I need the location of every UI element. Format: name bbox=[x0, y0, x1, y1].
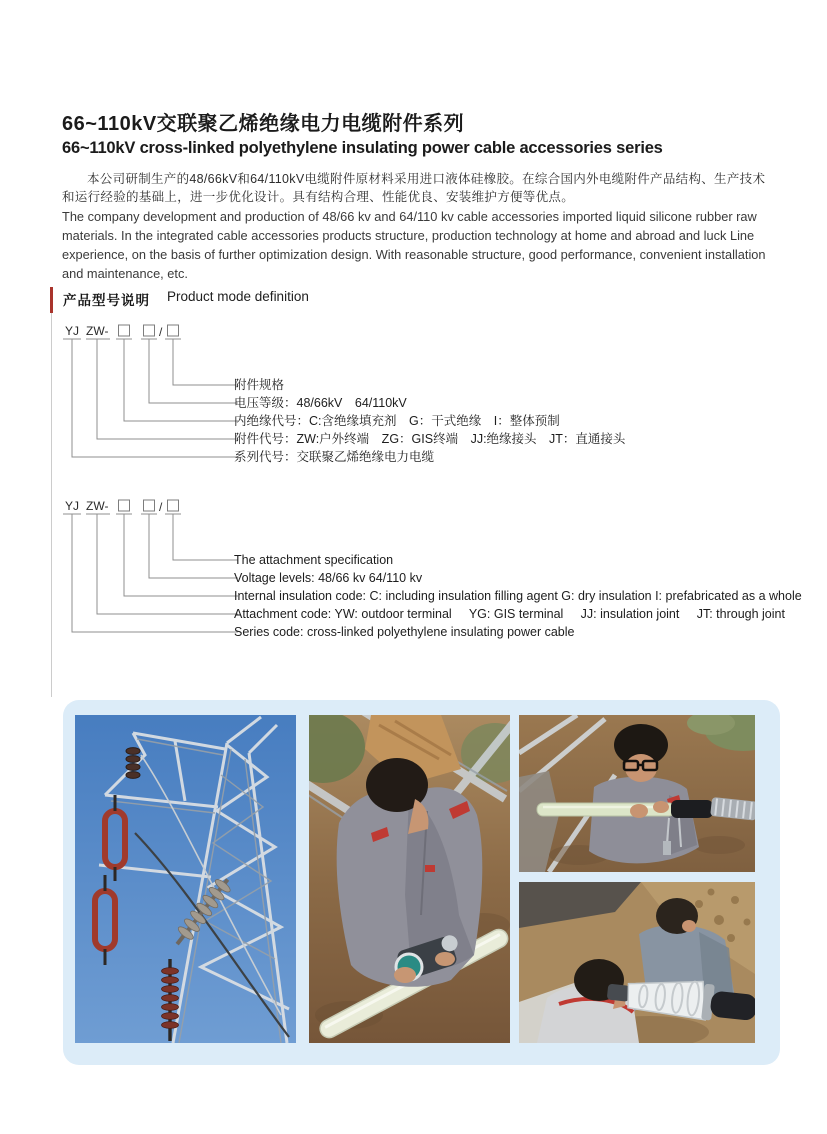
diagram-label-insulation: Internal insulation code: C: including insulation filling agent G: dry insulation I: prefabricated as a whole bbox=[234, 589, 802, 603]
diagram-label-series: Series code: cross-linked polyethylene insulating power cable bbox=[234, 625, 575, 639]
page-title-zh: 66~110kV交联聚乙烯绝缘电力电缆附件系列 bbox=[62, 113, 465, 135]
section-heading-en: Product mode definition bbox=[167, 289, 309, 304]
section-heading-zh: 产品型号说明 bbox=[63, 293, 150, 308]
intro-paragraph-en: The company development and production of 48/66 kv and 64/110 kv cable accessories imported liquid silicone rubber raw materials. In the integrated cable accessories products structure, production technology at home and abroad and luck Line experience, on the basis of further optimization design. With reasonable structure, good performance, convenient installation and maintenance, etc. bbox=[62, 209, 766, 281]
code-box-insulation bbox=[119, 500, 130, 511]
photo-cable-surface-grinding bbox=[309, 715, 510, 1043]
cable-assembly-illustration bbox=[519, 715, 755, 872]
formula-series-code: YJ bbox=[65, 324, 80, 338]
diagram-label-attachment: 附件代号：ZW:户外终端 ZG：GIS终端 JJ:绝缘接头 JT：直通接头 bbox=[234, 432, 626, 446]
model-definition-diagram-zh bbox=[62, 321, 807, 471]
photo-termination-installation bbox=[519, 882, 755, 1043]
code-box-insulation bbox=[119, 325, 130, 336]
code-box-spec bbox=[168, 500, 179, 511]
termination-install-illustration bbox=[519, 882, 755, 1043]
diagram-label-spec: The attachment specification bbox=[234, 553, 394, 567]
code-box-voltage bbox=[144, 325, 155, 336]
model-code-tree bbox=[62, 321, 242, 471]
code-box-spec bbox=[168, 325, 179, 336]
formula-series-code: YJ bbox=[65, 499, 80, 513]
formula-separator: / bbox=[159, 325, 163, 339]
formula-separator: / bbox=[159, 500, 163, 514]
cable-grinding-illustration bbox=[309, 715, 510, 1043]
page-title-en: 66~110kV cross-linked polyethylene insulating power cable accessories series bbox=[62, 139, 663, 157]
section-guide-line bbox=[51, 313, 52, 697]
formula-attachment-code: ZW- bbox=[86, 499, 109, 513]
photo-cable-joint-assembly bbox=[519, 715, 755, 872]
model-code-tree bbox=[62, 496, 242, 646]
diagram-label-attachment: Attachment code: YW: outdoor terminal YG: GIS terminal JJ: insulation joint JT: through joint bbox=[234, 607, 785, 621]
diagram-label-series: 系列代号：交联聚乙烯绝缘电力电缆 bbox=[234, 450, 435, 464]
model-definition-diagram-en bbox=[62, 496, 807, 646]
formula-attachment-code: ZW- bbox=[86, 324, 109, 338]
diagram-label-spec: 附件规格 bbox=[234, 378, 285, 392]
photo-transmission-tower bbox=[75, 715, 296, 1043]
diagram-label-voltage: Voltage levels: 48/66 kv 64/110 kv bbox=[234, 571, 423, 585]
diagram-label-insulation: 内绝缘代号：C:含绝缘填充剂 G：干式绝缘 I：整体预制 bbox=[234, 414, 560, 428]
diagram-label-voltage: 电压等级：48/66kV 64/110kV bbox=[234, 396, 407, 410]
section-accent-bar bbox=[50, 287, 53, 313]
photo-gallery-panel bbox=[63, 700, 780, 1065]
code-box-voltage bbox=[144, 500, 155, 511]
intro-paragraph-zh: 本公司研制生产的48/66kV和64/110kV电缆附件原材料采用进口液体硅橡胶。在综合国内外电缆附件产品结构、生产技术和运行经验的基础上，进一步优化设计。具有结构合理、性能优良、安装维护方便等优点。 bbox=[62, 172, 766, 204]
transmission-tower-illustration bbox=[75, 715, 296, 1043]
